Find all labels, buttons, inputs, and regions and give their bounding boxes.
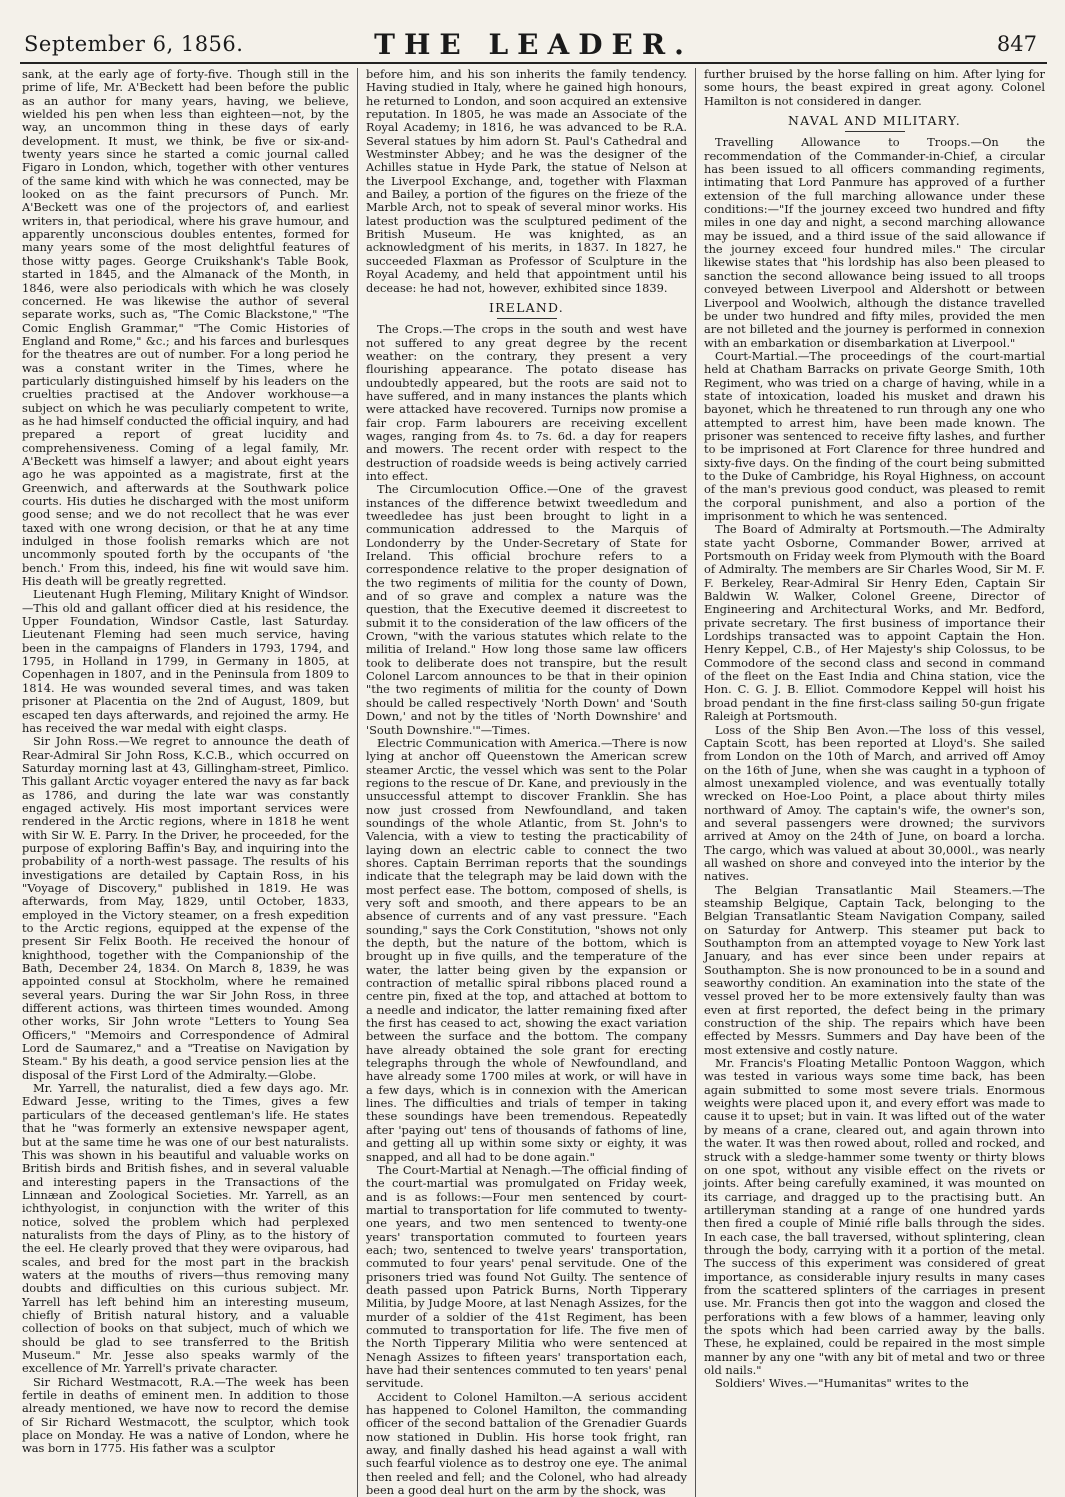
paragraph: The Crops.—The crops in the south and west have not suffered to any great degree by the recent weather: on the contrary, they present a very flourishing appearance. The potato disease has undoubtedly appeared, but the roots are said not to have suffered, and in many instances the plants which were attacked have recovered. Turnips now promise a fair crop. Farm labourers are receiving excellent wages, ranging from 4s. to 7s. 6d. a day for reapers and mowers. The recent order with respect to the destruction of roadside weeds is being actively carried into effect.	[366, 322, 687, 483]
paragraph: The Circumlocution Office.—One of the gravest instances of the difference betwixt tweedledum and tweedledee has just been brought to light in a communication addressed to the Marquis of Londonderry by the Under-Secretary of State for Ireland. This official brochure refers to a correspondence relative to the proper designation of the two regiments of militia for the county of Down, and of so grave and complex a nature was the question, that the Executive deemed it discreetest to submit it to the consideration of the law officers of the Crown, "with the various statutes which relate to the militia of Ireland." How long those same law officers took to deliberate does not transpire, but the result Colonel Larcom announces to be that in their opinion "the two regiments of militia for the county of Down should be called respectively 'North Down' and 'South Down,' and not by the titles of 'North Downshire' and 'South Downshire.'"—Times.	[366, 482, 687, 737]
paragraph: Lieutenant Hugh Fleming, Military Knight of Windsor.—This old and gallant officer died at his residence, the Upper Foundation, Windsor Castle, last Saturday. Lieutenant Fleming had seen much service, having been in the campaigns of Flanders in 1793, 1794, and 1795, in Holland in 1799, in Germany in 1805, at Copenhagen in 1807, and in the Peninsula from 1809 to 1814. He was wounded several times, and was taken prisoner at Placentia on the 2nd of August, 1809, but escaped ten days afterwards, and rejoined the army. He has received the war medal with eight clasps.	[22, 587, 349, 735]
paragraph: Mr. Yarrell, the naturalist, died a few days ago. Mr. Edward Jesse, writing to the Times, gives a few particulars of the deceased gentleman's life. He states that he "was formerly an extensive newspaper agent, but at the same time he was one of our best naturalists. This was shown in his beautiful and valuable works on British birds and British fishes, and in several valuable and interesting papers in the Transactions of the Linnæan and Zoological Societies. Mr. Yarrell, as an ichthyologist, in conjunction with the writer of this notice, solved the problem which had perplexed naturalists from the days of Pliny, as to the history of the eel. He clearly proved that they were oviparous, had scales, and bred for the most part in the brackish waters at the mouths of rivers—thus removing many doubts and difficulties on this curious subject. Mr. Yarrell has left behind him an interesting museum, chiefly of British natural history, and a valuable collection of books on that subject, much of which we should be glad to see transferred to the British Museum." Mr. Jesse also speaks warmly of the excellence of Mr. Yarrell's private character.	[22, 1081, 349, 1376]
section-heading-naval-military: NAVAL AND MILITARY.	[788, 113, 961, 129]
column-1	[20, 68, 358, 1497]
paragraph: sank, at the early age of forty-five. Though still in the prime of life, Mr. A'Beckett had been before the public as an author for many years, having, we believe, wielded his pen when less than eighteen—not, by the way, an uncommon thing in these days of early development. It must, we think, be five or six-and-twenty years since he started a comic journal called Figaro in London, which, together with other ventures of the same kind with which he was connected, may be looked on as the faint precursors of Punch. Mr. A'Beckett was one of the projectors of, and earliest writers in, that periodical, where his grave humour, and apparently unconscious doubles ententes, formed for many years some of the most delightful features of those witty pages. George Cruikshank's Table Book, started in 1845, and the Almanack of the Month, in 1846, were also periodicals with which he was closely concerned. He was likewise the author of several separate works, such as, "The Comic Blackstone," "The Comic English Grammar," "The Comic Histories of England and Rome," &c.; and his farces and burlesques for the theatres are out of number. For a long period he was a constant writer in the Times, where he particularly distinguished himself by his leaders on the cruelties practised at the Andover workhouse—a subject on which he was peculiarly competent to write, as he had himself conducted the official inquiry, and had prepared a report of great lucidity and comprehensiveness. Coming of a legal family, Mr. A'Beckett was himself a lawyer; and about eight years ago he was appointed as a magistrate, first at the Greenwich, and afterwards at the Southwark police courts. His duties he discharged with the most uniform good sense; and we do not recollect that he was ever taxed with one wrong decision, or that he at any time indulged in those foolish remarks which are not uncommonly spouted forth by the occupants of 'the bench.' From this, indeed, his fine wit would save him. His death will be greatly regretted.	[22, 67, 349, 589]
paragraph: The Board of Admiralty at Portsmouth.—The Admiralty state yacht Osborne, Commander Bower, arrived at Portsmouth on Friday week from Plymouth with the Board of Admiralty. The members are Sir Charles Wood, Sir M. F. F. Berkeley, Rear-Admiral Sir Henry Eden, Captain Sir Baldwin W. Walker, Colonel Greene, Director of Engineering and Architectural Works, and Mr. Bedford, private secretary. The first business of importance their Lordships transacted was to appoint Captain the Hon. Henry Keppel, C.B., of Her Majesty's ship Colossus, to be Commodore of the second class and second in command of the fleet on the East India and China station, vice the Hon. C. G. J. B. Elliot. Commodore Keppel will hoist his broad pendant in the fine first-class sailing 50-gun frigate Raleigh at Portsmouth.	[704, 522, 1045, 724]
paragraph: The Belgian Transatlantic Mail Steamers.—The steamship Belgique, Captain Tack, belonging to the Belgian Transatlantic Steam Navigation Company, sailed on Saturday for Antwerp. This steamer put back to Southampton from an attempted voyage to New York last January, and has ever since been under repairs at Southampton. She is now pronounced to be in a sound and seaworthy condition. An examination into the state of the vessel proved her to be more extensively faulty than was even at first reported, the defect being in the primary construction of the ship. The repairs which have been effected by Messrs. Summers and Day have been of the most extensive and costly nature.	[704, 882, 1045, 1057]
paragraph: Accident to Colonel Hamilton.—A serious accident has happened to Colonel Hamilton, the commanding officer of the second battalion of the Grenadier Guards now stationed in Dublin. His horse took fright, ran away, and finally dashed his head against a wall with such fearful violence as to destroy one eye. The animal then reeled and fell; and the Colonel, who had already been a good deal hurt on the arm by the shock, was	[366, 1389, 687, 1497]
heading-rule	[845, 131, 905, 132]
paragraph: further bruised by the horse falling on him. After lying for some hours, the beast expired in great agony. Colonel Hamilton is not considered in danger.	[704, 67, 1045, 108]
heading-rule	[497, 318, 557, 319]
newspaper-title: THE LEADER.	[374, 28, 693, 61]
masthead	[20, 18, 1047, 64]
paragraph: The Court-Martial at Nenagh.—The official finding of the court-martial was promulgated on Friday week, and is as follows:—Four men sentenced by court-martial to transportation for life commuted to twenty-one years, and two men sentenced to twenty-one years' transportation commuted to fourteen years each; two, sentenced to twelve years' transportation, commuted to four years' penal servitude. One of the prisoners tried was found Not Guilty. The sentence of death passed upon Patrick Burns, North Tipperary Militia, by Judge Moore, at last Nenagh Assizes, for the murder of a soldier of the 41st Regiment, has been commuted to transportation for life. The five men of the North Tipperary Militia who were sentenced at Nenagh Assizes to fifteen years' transportation each, have had their sentences commuted to ten years' penal servitude.	[366, 1162, 687, 1391]
article-columns	[20, 68, 1047, 1497]
paragraph: Sir John Ross.—We regret to announce the death of Rear-Admiral Sir John Ross, K.C.B., which occurred on Saturday morning last at 43, Gillingham-street, Pimlico. This gallant Arctic voyager entered the navy as far back as 1786, and during the late war was constantly engaged actively. His most important services were rendered in the Arctic regions, where in 1818 he went with Sir W. E. Parry. In the Driver, he proceeded, for the purpose of exploring Baffin's Bay, and inquiring into the probability of a north-west passage. The results of his investigations are detailed by Captain Ross, in his "Voyage of Discovery," published in 1819. He was afterwards, from May, 1829, until October, 1833, employed in the Victory steamer, on a fresh expedition to the Arctic regions, equipped at the expense of the present Sir Felix Booth. He received the honour of knighthood, together with the Companionship of the Bath, December 24, 1834. On March 8, 1839, he was appointed consul at Stockholm, where he remained several years. During the war Sir John Ross, in three different actions, was thirteen times wounded. Among other works, Sir John wrote "Letters to Young Sea Officers," "Memoirs and Correspondence of Admiral Lord de Saumarez," and a "Treatise on Navigation by Steam." By his death, a good service pension lies at the disposal of the First Lord of the Admiralty.—Globe.	[22, 734, 349, 1082]
issue-date: September 6, 1856.	[24, 32, 244, 56]
column-2	[358, 68, 696, 1497]
page-number: 847	[996, 32, 1037, 56]
paragraph: Mr. Francis's Floating Metallic Pontoon Waggon, which was tested in various ways some time back, has been again submitted to some most severe trials. Enormous weights were placed upon it, and every effort was made to cause it to upset; but in vain. It was lifted out of the water by means of a crane, cleared out, and again thrown into the water. It was then rowed about, rolled and rocked, and struck with a sledge-hammer some twenty or thirty blows on one spot, without any visible effect on the rivets or joints. After being carefully examined, it was mounted on its carriage, and dragged up to the practising butt. An artilleryman standing at a range of one hundred yards then fired a couple of Minié rifle balls through the sides. In each case, the ball traversed, without splintering, clean through the body, carrying with it a portion of the metal. The success of this experiment was considered of great importance, as considerable injury results in many cases from the scattered splinters of the carriages in present use. Mr. Francis then got into the waggon and closed the perforations with a few blows of a hammer, leaving only the spots which had been carried away by the balls. These, he explained, could be repaired in the most simple manner by any one "with any bit of metal and two or three old nails."	[704, 1056, 1045, 1377]
paragraph: Loss of the Ship Ben Avon.—The loss of this vessel, Captain Scott, has been reported at Lloyd's. She sailed from London on the 10th of March, and arrived off Amoy on the 16th of June, when she was caught in a typhoon of almost unexampled violence, and was eventually totally wrecked on Hoe-Loo Point, a place about thirty miles northward of Amoy. The captain's wife, the owner's son, and several passengers were drowned; the survivors arrived at Amoy on the 24th of June, on board a lorcha. The cargo, which was valued at about 30,000l., was nearly all washed on shore and conveyed into the interior by the natives.	[704, 722, 1045, 884]
section-heading-ireland: IRELAND.	[489, 299, 564, 315]
paragraph: Soldiers' Wives.—"Humanitas" writes to the	[715, 1376, 969, 1391]
column-3	[696, 68, 1047, 1497]
paragraph: before him, and his son inherits the family tendency. Having studied in Italy, where he gained high honours, he returned to London, and soon acquired an extensive reputation. In 1805, he was made an Associate of the Royal Academy; in 1816, he was advanced to be R.A. Several statues by him adorn St. Paul's Cathedral and Westminster Abbey; and he was the designer of the Achilles statue in Hyde Park, the statue of Nelson at the Liverpool Exchange, and, together with Flaxman and Bailey, a portion of the figures on the frieze of the Marble Arch, not to speak of several minor works. His latest production was the sculptured pediment of the British Museum. He was knighted, as an acknowledgment of his merits, in 1837. In 1827, he succeeded Flaxman as Professor of Sculpture in the Royal Academy, and held that appointment until his decease: he had not, however, exhibited since 1839.	[366, 67, 687, 295]
paragraph: Travelling Allowance to Troops.—On the recommendation of the Commander-in-Chief, a circular has been issued to all officers commanding regiments, intimating that Lord Panmure has approved of a further extension of the full marching allowance under these conditions:—"If the journey exceed two hundred and fifty miles in one day and night, a second marching allowance may be issued, and a third issue of the said allowance if the journey exceed four hundred miles." The circular likewise states that "his lordship has also been pleased to sanction the second allowance being issued to all troops conveyed between Liverpool and Aldershott or between Liverpool and Woolwich, although the distance travelled be under two hundred and fifty miles, provided the men are not billeted and the journey is performed in connexion with an embarkation or disembarkation at Liverpool."	[704, 135, 1045, 350]
paragraph: Electric Communication with America.—There is now lying at anchor off Queenstown the American screw steamer Arctic, the vessel which was sent to the Polar regions to the rescue of Dr. Kane, and previously in the unsuccessful attempt to discover Franklin. She has now just crossed from Newfoundland, and taken soundings of the whole Atlantic, from St. John's to Valencia, with a view to testing the practicability of laying down an electric cable to connect the two shores. Captain Berriman reports that the soundings indicate that the telegraph may be laid down with the most perfect ease. The bottom, composed of shells, is very soft and smooth, and there appears to be an absence of currents and of any vast pressure. "Each sounding," says the Cork Constitution, "shows not only the depth, but the nature of the bottom, which is brought up in five quills, and the temperature of the water, the latter being given by the expansion or contraction of metallic spiral ribbons placed round a centre pin, fixed at the top, and attached at bottom to a needle and indicator, the latter remaining fixed after the first has ceased to act, showing the exact variation between the surface and the bottom. The company have already obtained the sole grant for erecting telegraphs through the whole of Newfoundland, and have already some 1700 miles at work, or will have in a few days, which is in connexion with the American lines. The difficulties and trials of temper in taking these soundings have been tremendous. Repeatedly after 'paying out' tens of thousands of fathoms of line, and getting all up within some sixty or eighty, it was snapped, and all had to be done again."	[366, 735, 687, 1164]
paragraph: Court-Martial.—The proceedings of the court-martial held at Chatham Barracks on private George Smith, 10th Regiment, who was tried on a charge of having, while in a state of intoxication, loaded his musket and drawn his bayonet, which he threatened to run through any one who attempted to arrest him, have been made known. The prisoner was sentenced to receive fifty lashes, and further to be imprisoned at Fort Clarence for three hundred and sixty-five days. On the finding of the court being submitted to the Duke of Cambridge, his Royal Highness, on account of the man's previous good conduct, was pleased to remit the corporal punishment, and also a portion of the imprisonment to which he was sentenced.	[704, 348, 1045, 523]
paragraph: Sir Richard Westmacott, R.A.—The week has been fertile in deaths of eminent men. In addition to those already mentioned, we have now to record the demise of Sir Richard Westmacott, the sculptor, which took place on Monday. He was a native of London, where he was born in 1775. His father was a sculptor	[22, 1374, 349, 1456]
